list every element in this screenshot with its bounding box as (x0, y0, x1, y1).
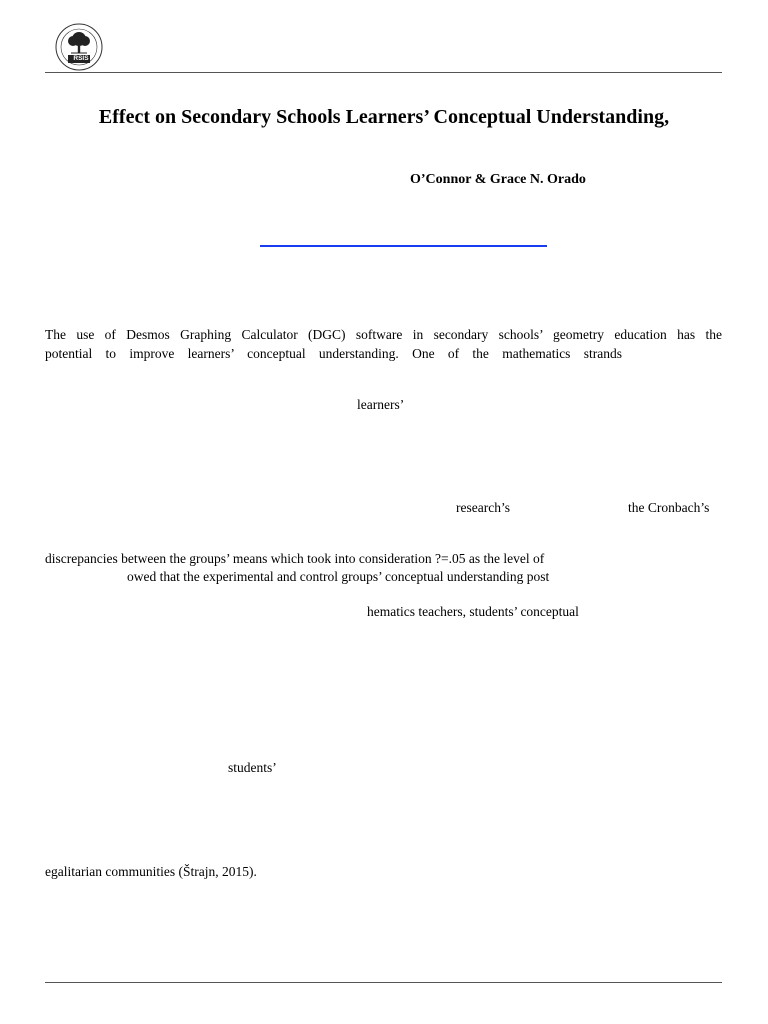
tree-seal-icon (49, 22, 109, 72)
rsis-logo (49, 22, 109, 72)
paper-title: Effect on Secondary Schools Learners’ Conceptual Understanding, (98, 106, 670, 128)
abstract-line-keywords: hematics teachers, students’ conceptual (367, 604, 579, 619)
abstract-fragment-research: research’s (456, 500, 510, 515)
abstract-line-discrepancies: discrepancies between the groups’ means which took into consideration ?=.05 as the level of (45, 551, 545, 566)
intro-line-egalitarian: egalitarian communities (Štrajn, 2015). (45, 864, 257, 879)
abstract-line-results: owed that the experimental and control groups’ conceptual understanding post (127, 569, 550, 584)
paper-authors: O’Connor & Grace N. Orado (410, 172, 586, 187)
abstract-fragment-learners: learners’ (357, 397, 405, 412)
email-link[interactable] (260, 245, 547, 247)
logo-text: RSIS (73, 55, 89, 62)
abstract-line-2: potential to improve learners’ conceptual understanding. One of the mathematics strands (45, 346, 622, 361)
abstract-line-1: The use of Desmos Graphing Calculator (DGC) software in secondary schools’ geometry education has the (45, 327, 722, 342)
abstract-fragment-cronbach: the Cronbach’s (628, 500, 710, 515)
footer-rule (45, 982, 722, 983)
header-rule (45, 72, 722, 73)
intro-fragment-students: students’ (228, 760, 277, 775)
